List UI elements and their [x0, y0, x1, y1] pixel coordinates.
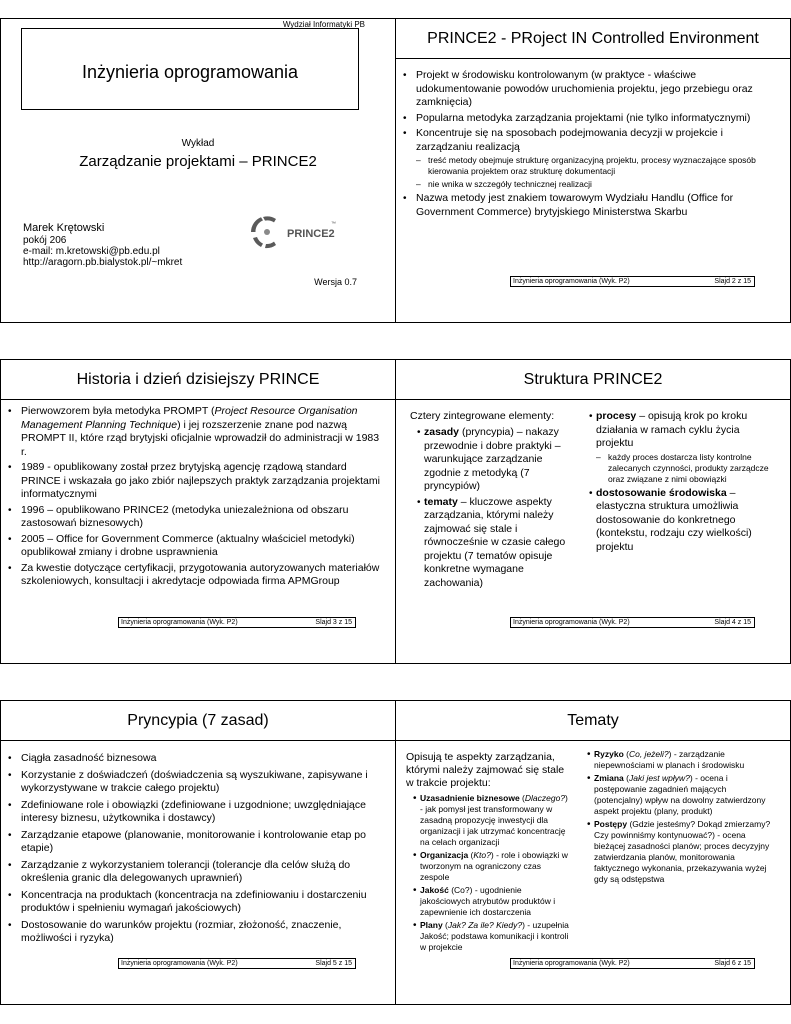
text-span: ( — [519, 793, 525, 803]
text-span: ( — [623, 773, 629, 783]
slide-title: Tematy — [396, 701, 790, 741]
footer-course: Inżynieria oprogramowania (Wyk. P2) — [513, 619, 630, 626]
author-name: Marek Krętowski — [23, 222, 105, 234]
faculty-label: Wydział Informatyki PB — [282, 20, 365, 29]
list-item — [580, 773, 780, 817]
sub-list-item: – nie wnika w szczegóły technicznej realizacji — [416, 179, 778, 190]
lecture-title: Zarządzanie projektami – PRINCE2 — [79, 153, 317, 170]
slide-1 — [0, 18, 396, 323]
list-item: • Zarządzanie etapowe (planowanie, monitorowanie i kontrolowanie etap po etapie) — [1, 829, 395, 856]
footer-course: Inżynieria oprogramowania (Wyk. P2) — [121, 960, 238, 967]
list-item — [582, 410, 778, 485]
italic-question: Kto? — [473, 850, 491, 860]
bullet-list-right — [582, 410, 778, 554]
bold-term: zasady — [424, 426, 460, 438]
bold-term: Jakość — [420, 885, 449, 895]
slide-2 — [395, 18, 791, 323]
text-span: role i obowiązki w tworzonym na ograniczony czas zespole — [420, 850, 568, 882]
slide-footer — [510, 276, 755, 287]
footer-slide-number: Slajd 5 z 15 — [315, 960, 352, 967]
slide-title: Struktura PRINCE2 — [396, 360, 790, 400]
list-item — [410, 426, 575, 494]
bullet-list — [1, 405, 395, 589]
list-item — [406, 920, 571, 953]
bold-term: procesy — [596, 410, 637, 422]
text-span: ) - — [689, 773, 701, 783]
italic-question: Jak? Za ile? Kiedy? — [447, 920, 523, 930]
slide-footer — [118, 617, 356, 628]
slide-footer — [118, 958, 356, 969]
list-item — [580, 749, 780, 771]
text-span: ) - — [712, 830, 723, 840]
sub-list-item: – treść metody obejmuje strukturę organizacyjną projektu, procesy wyznaczające sposób kierowania projektem oraz strukturę dokumentacji — [416, 155, 778, 177]
text-span: ) - — [490, 850, 502, 860]
text-span: ) - — [469, 885, 481, 895]
list-item — [406, 850, 571, 883]
text-span: zarządzanie niepewnościami w planach i środowisku — [594, 749, 745, 770]
list-item: • Korzystanie z doświadczeń (doświadczenia są wyszukiwane, zapisywane i wykorzystywane w trakcie całego projektu) — [1, 769, 395, 796]
title-box — [21, 28, 359, 110]
list-item: • 1989 - opublikowany został przez brytyjską agencję rządową standard PRINCE i wskazała go jako zbiór najlepszych praktyk zarządzania projektami informatycznymi — [1, 461, 395, 502]
bullet-list — [1, 752, 395, 946]
footer-slide-number: Slajd 4 z 15 — [714, 619, 751, 626]
author-info — [23, 223, 182, 268]
text-span: (pryncypia) – nakazy przewodnie i dobre praktyki – warunkujące zarządzanie zgodnie z metodyką (7 pryncypiów) — [424, 426, 561, 492]
text-span: ( — [468, 850, 474, 860]
text-span: ( — [627, 819, 633, 829]
bold-term: Zmiana — [594, 773, 624, 783]
text-span: Co? — [454, 885, 470, 895]
sub-list — [596, 452, 774, 485]
logo-text: PRINCE2 — [287, 228, 335, 240]
slide-title: Pryncypia (7 zasad) — [1, 701, 395, 741]
version-label: Wersja 0.7 — [314, 277, 357, 287]
slide-6 — [395, 700, 791, 1005]
text-span: ( — [448, 885, 455, 895]
footer-slide-number: Slajd 3 z 15 — [315, 619, 352, 626]
bold-term: Plany — [420, 920, 443, 930]
list-item: • 1996 – opublikowano PRINCE2 (metodyka uniezależniona od obszaru zastosowań biznesowych) — [1, 504, 395, 531]
bullet-list-left — [406, 793, 571, 953]
list-item-text: Koncentruje się na sposobach podejmowania decyzji w projekcie i zarządzaniu realizacją — [416, 127, 724, 153]
intro-text: Opisują te aspekty zarządzania, którymi należy zajmować się stale w trakcie projektu: — [406, 751, 565, 789]
bold-term: dostosowanie środowiska — [596, 486, 727, 499]
logo-tm: ™ — [331, 221, 336, 227]
text-span: ( — [442, 920, 448, 930]
text-span: Pierwowzorem była metodyka PROMPT ( — [21, 405, 215, 417]
footer-course: Inżynieria oprogramowania (Wyk. P2) — [513, 960, 630, 967]
list-item: • Nazwa metody jest znakiem towarowym Wydziału Handlu (Office for Government Commerce) brytyjskiego Ministerstwa Skarbu — [396, 192, 790, 219]
footer-slide-number: Slajd 6 z 15 — [714, 960, 751, 967]
intro-text: Cztery zintegrowane elementy: — [410, 410, 555, 422]
list-item — [410, 496, 575, 591]
list-item — [396, 127, 790, 190]
list-item: • Projekt w środowisku kontrolowanym (w praktyce - właściwe udokumentowanie powodów uruchomienia projektu, jego przebiegu oraz zamknięcia) — [396, 69, 790, 110]
bullet-list-right — [580, 749, 780, 885]
text-span: ) - — [668, 749, 680, 759]
text-span: ) - — [420, 793, 568, 814]
text-span: – opisują krok po kroku działania w ramach cyklu życia projektu — [596, 410, 748, 449]
prince2-logo-icon — [249, 212, 337, 252]
italic-question: Dlaczego? — [524, 793, 566, 803]
sub-list-item: – każdy proces dostarcza listy kontrolne zalecanych czynności, produkty zarządcze oraz związane z nimi obowiązki — [596, 452, 774, 485]
bold-term: Postępy — [594, 819, 628, 829]
text-span: ) - — [522, 920, 533, 930]
slide-title: PRINCE2 - PRoject IN Controlled Environment — [395, 19, 790, 59]
text-span: ocena bieżącej zasadności planów; proces decyzyjny zatwierdzania planów, monitorowania faktycznego wykonania, przekazywania wyżej gdy są odstępstwa — [594, 830, 770, 884]
list-item: • Zarządzanie z wykorzystaniem tolerancji (tolerancje dla celów służą do określenia granic dla delegowanych uprawnień) — [1, 859, 395, 886]
bullet-list-left — [410, 426, 575, 590]
text-span: ) i jej rozszerzenie znane pod nazwą PROMPT II, które rząd brytyjski oficjalnie wprowadził do administracji w 1983 r. — [21, 418, 380, 458]
list-item: • Za kwestie dotyczące certyfikacji, przygotowania autoryzowanych materiałów szkoleniowych, konsultacji i akredytacje odpowiada firma APMGroup — [1, 562, 395, 589]
italic-question: Co, jeżeli? — [628, 749, 669, 759]
text-span: Gdzie jesteśmy? Dokąd zmierzamy? Czy powinniśmy kontynuować? — [594, 819, 771, 840]
lecture-label: Wykład — [181, 138, 215, 149]
text-span: ( — [623, 749, 629, 759]
slide-5 — [0, 700, 396, 1005]
text-span: uzupełnia Jakość; podstawa komunikacji i kontroli w projekcie — [420, 920, 569, 952]
bold-term: Uzasadnienie biznesowe — [420, 793, 520, 803]
prince2-logo — [249, 212, 337, 252]
list-item — [1, 405, 395, 459]
text-span: ocena i postępowanie zagadnień mających (potencjalny) wpływ na dowolny zatwierdzony aspekt projektu (plany, produkt) — [594, 773, 766, 816]
italic-question: Jaki jest wpływ? — [628, 773, 690, 783]
list-item: • Ciągła zasadność biznesowa — [1, 752, 395, 766]
footer-course: Inżynieria oprogramowania (Wyk. P2) — [513, 278, 630, 285]
bullet-list — [396, 69, 790, 219]
bold-term: tematy — [424, 495, 458, 508]
slide-3 — [0, 359, 396, 664]
footer-course: Inżynieria oprogramowania (Wyk. P2) — [121, 619, 238, 626]
list-item: • Popularna metodyka zarządzania projektami (nie tylko informatycznymi) — [396, 112, 790, 126]
list-item — [406, 793, 571, 848]
list-item — [582, 487, 778, 555]
course-title: Inżynieria oprogramowania — [81, 62, 299, 82]
slide-footer — [510, 617, 755, 628]
sub-list — [416, 155, 778, 190]
slide-4 — [395, 359, 791, 664]
text-span: – elastyczna struktura umożliwia dostosowanie do konkretnego (kontekstu, rodzaju czy wielkości) projektu — [596, 486, 752, 553]
bold-term: Organizacja — [420, 850, 469, 860]
list-item — [406, 885, 571, 918]
list-item: • 2005 – Office for Government Commerce (aktualny właściciel metodyki) opublikował zmiany i drobne usprawnienia — [1, 533, 395, 560]
author-url: http://aragorn.pb.bialystok.pl/~mkret — [23, 257, 183, 268]
author-email: e-mail: m.kretowski@pb.edu.pl — [23, 246, 160, 257]
text-span: – kluczowe aspekty zarządzania, którymi należy zajmować się stale i równocześnie w czasie całego projektu (7 tematów opisuje konkretne wymagane zachowania) — [424, 495, 566, 589]
list-item: • Zdefiniowane role i obowiązki (zdefiniowane i uzgodnione; uwzględniające interesy biznesu, użytkownika i dostawcy) — [1, 799, 395, 826]
list-item — [580, 819, 780, 885]
author-room: pokój 206 — [23, 235, 67, 246]
italic-span: Project Resource Organisation Management Planning Technique — [21, 405, 358, 431]
list-item: • Koncentracja na produktach (koncentracja na zdefiniowaniu i dostarczeniu produktów i spełnieniu wymagań jakościowych) — [1, 889, 395, 916]
bold-term: Ryzyko — [594, 749, 624, 759]
slide-footer — [510, 958, 755, 969]
text-span: jak pomysł jest transformowany w zasadną propozycję inwestycji dla organizacji i jak utrzymać koncentrację na celach organizacji — [420, 804, 566, 847]
slide-title: Historia i dzień dzisiejszy PRINCE — [1, 360, 395, 400]
list-item: • Dostosowanie do warunków projektu (rozmiar, złożoność, znaczenie, możliwości i ryzyka) — [1, 919, 395, 946]
footer-slide-number: Slajd 2 z 15 — [714, 278, 751, 285]
text-span: ugodnienie jakościowych atrybutów produktów i zapewnienie ich dostarczenia — [420, 885, 556, 917]
